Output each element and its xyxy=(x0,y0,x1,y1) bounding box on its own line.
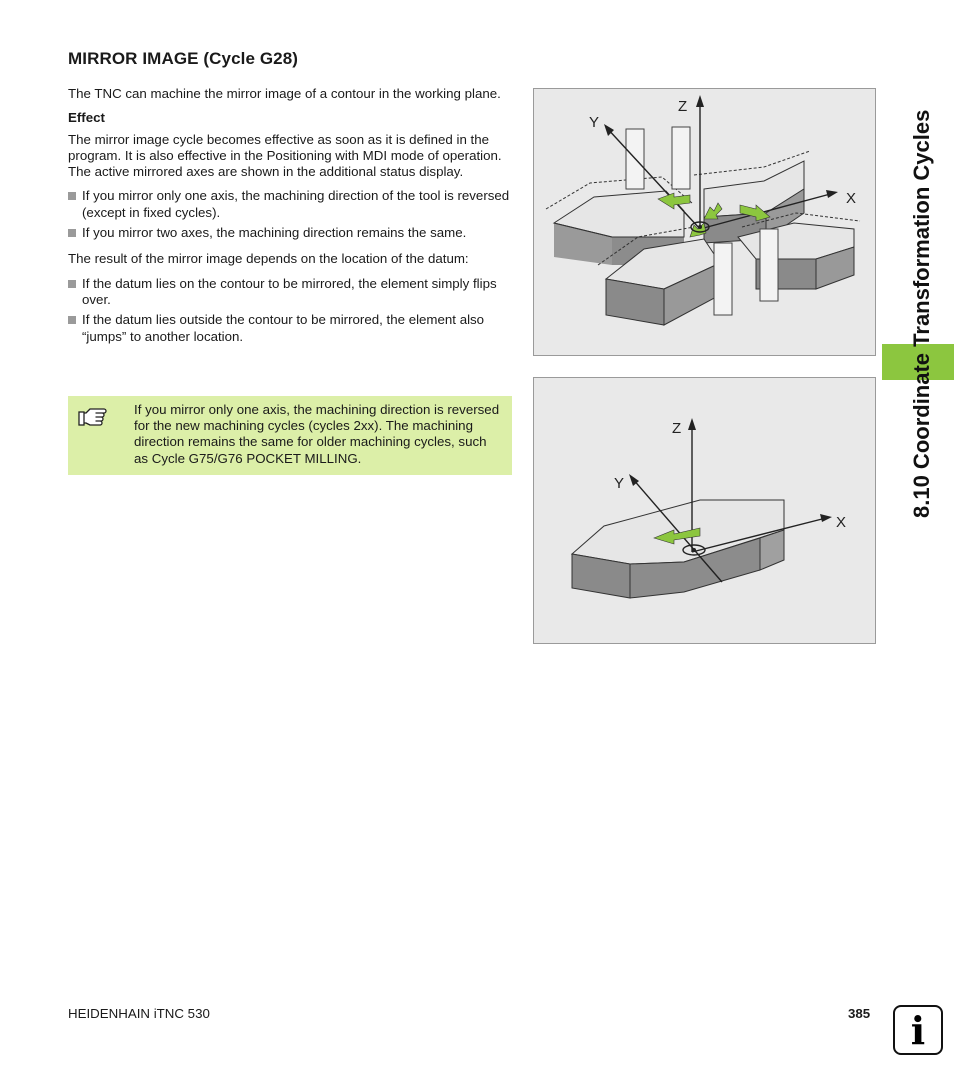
note-box xyxy=(68,396,512,475)
effect-subheading: Effect xyxy=(68,110,105,126)
y-axis-label: Y xyxy=(589,114,600,131)
bullet-square-icon xyxy=(68,229,76,237)
section-heading: MIRROR IMAGE (Cycle G28) xyxy=(68,49,299,68)
y-axis-label: Y xyxy=(614,475,625,492)
x-axis-label: X xyxy=(846,190,857,207)
chapter-title: 8.10 Coordinate Transformation Cycles xyxy=(909,109,934,518)
list-item: If you mirror two axes, the machining direction remains the same. xyxy=(68,225,512,241)
body-text xyxy=(68,86,512,355)
footer-product: HEIDENHAIN iTNC 530 xyxy=(68,1006,210,1021)
effect-paragraph: The mirror image cycle becomes effective as soon as it is defined in the program. It is also effective in the Positioning with MDI mode of operation. The active mirrored axes are shown in the additional status display. xyxy=(68,131,502,180)
datum-paragraph: The result of the mirror image depends on the location of the datum: xyxy=(68,251,469,267)
x-axis-label: X xyxy=(836,514,847,531)
bullet-square-icon xyxy=(68,192,76,200)
datum-bullet-list xyxy=(68,276,512,345)
bullet-square-icon xyxy=(68,280,76,288)
bullet-square-icon xyxy=(68,316,76,324)
mirror-figure-single-part xyxy=(533,377,876,644)
z-axis-label: Z xyxy=(678,98,688,115)
list-item: If the datum lies on the contour to be mirrored, the element simply flips over. xyxy=(68,276,512,309)
axis-bullet-list xyxy=(68,188,512,241)
z-axis-label: Z xyxy=(672,420,682,437)
intro-paragraph: The TNC can machine the mirror image of a contour in the working plane. xyxy=(68,86,501,101)
list-item: If you mirror only one axis, the machining direction of the tool is reversed (except in fixed cycles). xyxy=(68,188,512,221)
pointing-hand-icon xyxy=(78,405,108,429)
mirror-figure-four-quadrants xyxy=(533,88,876,356)
list-item: If the datum lies outside the contour to be mirrored, the element also “jumps” to another location. xyxy=(68,312,512,345)
note-text: If you mirror only one axis, the machining direction is reversed for the new machining cycles (cycles 2xx). The machining direction remains the same for older machining cycles, such as Cycle G75/G76 POCKET MILLING. xyxy=(134,402,500,466)
info-icon[interactable]: i xyxy=(893,1005,943,1055)
page-number: 385 xyxy=(848,1006,871,1021)
